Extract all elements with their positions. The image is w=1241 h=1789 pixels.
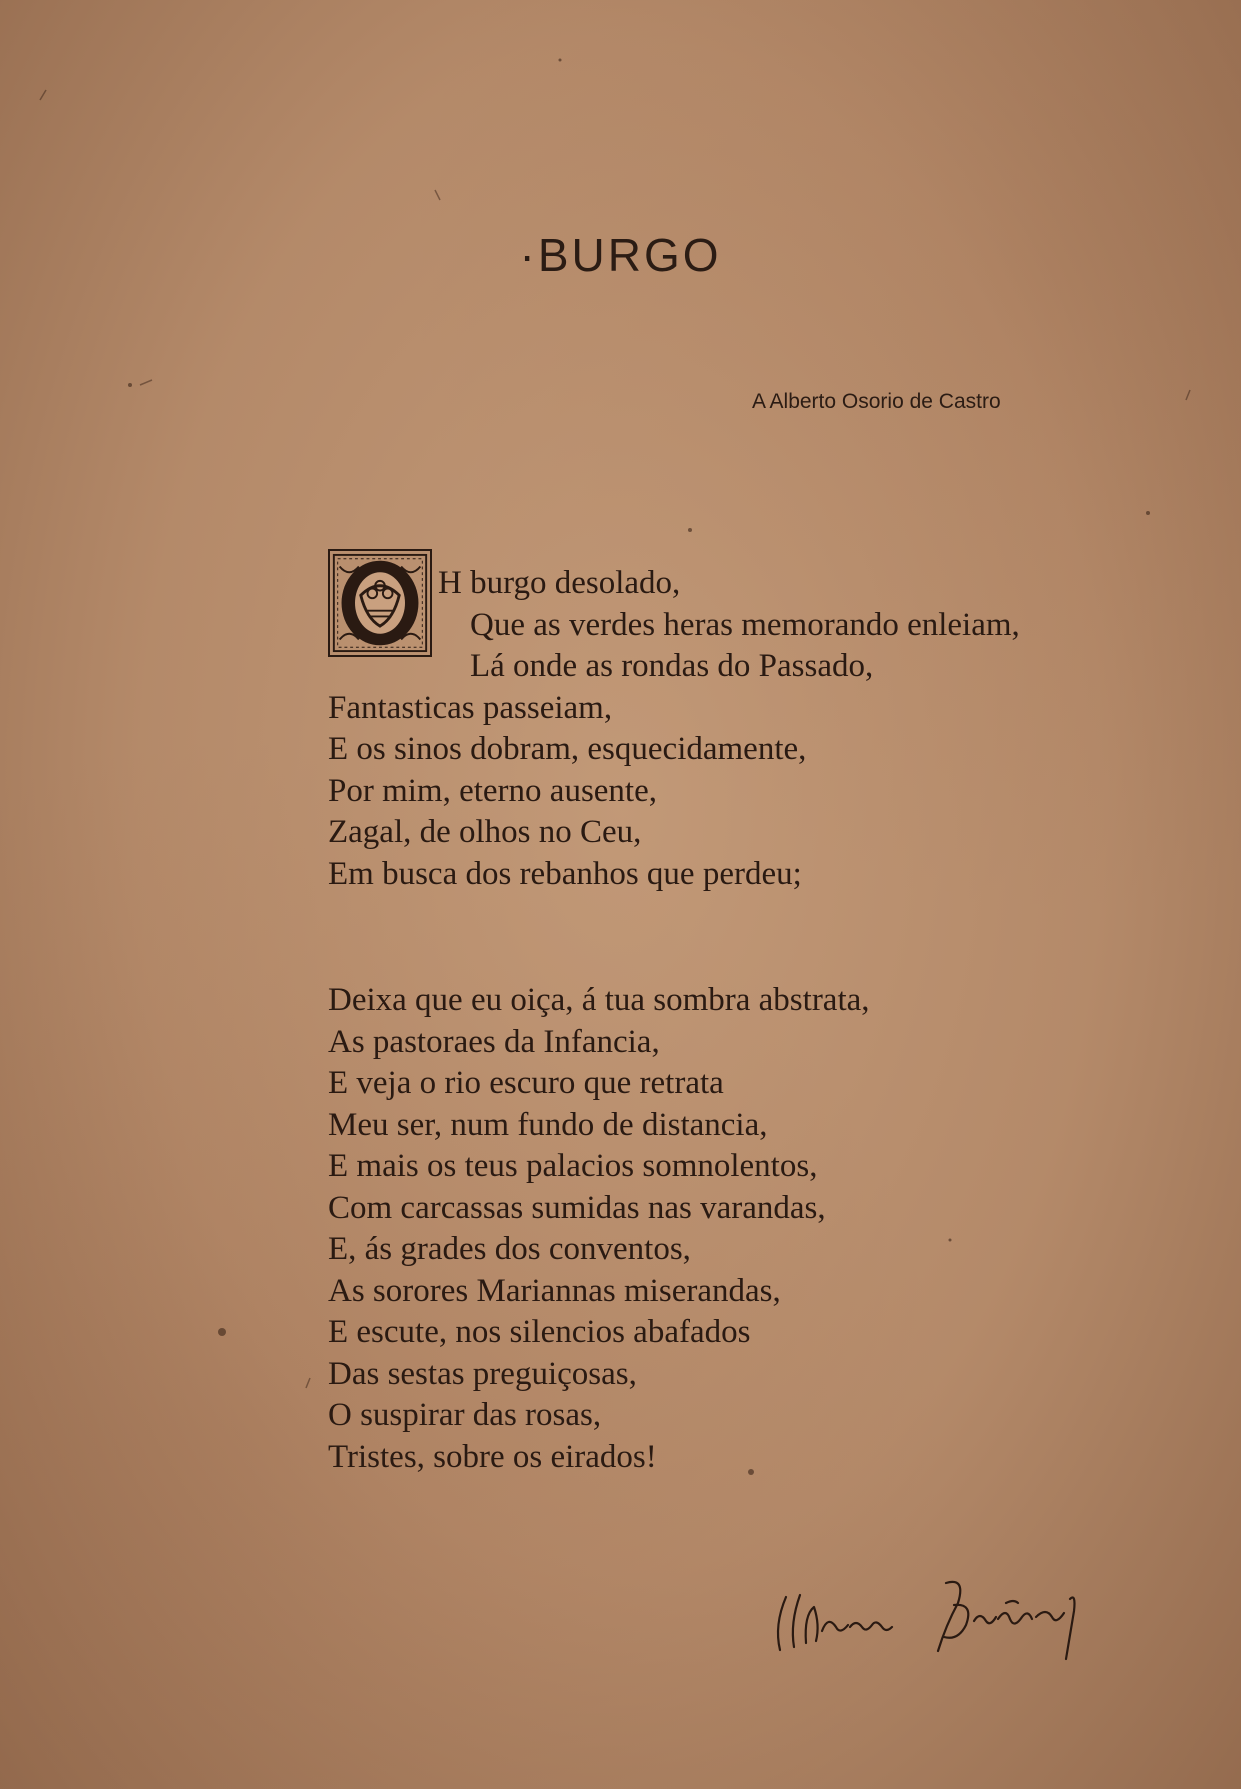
stanza-2-line: E escute, nos silencios abafados <box>328 1314 751 1350</box>
stanza-1-line: Zagal, de olhos no Ceu, <box>328 814 642 850</box>
handwritten-signature <box>770 1555 1100 1665</box>
stanza-1-line: Em busca dos rebanhos que perdeu; <box>328 855 802 892</box>
stanza-1-line: Por mim, eterno ausente, <box>328 772 658 809</box>
stanza-1 <box>328 563 1020 895</box>
stanza-2-line: Tristes, sobre os eirados! <box>328 1438 657 1475</box>
poem-title: ·BURGO <box>519 229 722 281</box>
stanza-2-line: E, ás grades dos conventos, <box>328 1231 691 1267</box>
stanza-2-line: Com carcassas sumidas nas varandas, <box>328 1189 826 1226</box>
stanza-2-line: As sorores Mariannas miserandas, <box>328 1272 781 1309</box>
stanza-2-line: Deixa que eu oiça, á tua sombra abstrata, <box>328 982 870 1018</box>
dedication: A Alberto Osorio de Castro <box>752 390 1001 413</box>
signature-icon <box>770 1555 1100 1665</box>
stanza-2-line: As pastoraes da Infancia, <box>328 1023 660 1060</box>
stanza-1-line: Lá onde as rondas do Passado, <box>470 648 874 684</box>
stanza-1-line: Fantasticas passeiam, <box>328 689 613 726</box>
stanza-1-line: E os sinos dobram, esquecidamente, <box>328 731 807 767</box>
stanza-2 <box>328 980 870 1478</box>
stanza-2-line: O suspirar das rosas, <box>328 1397 602 1433</box>
stanza-2-line: E veja o rio escuro que retrata <box>328 1065 724 1101</box>
stanza-1-line: Que as verdes heras memorando enleiam, <box>470 606 1020 643</box>
stanza-2-line: Meu ser, num fundo de distancia, <box>328 1106 768 1143</box>
stanza-1-line: H burgo desolado, <box>438 565 681 601</box>
stanza-2-line: Das sestas preguiçosas, <box>328 1355 637 1392</box>
stanza-2-line: E mais os teus palacios somnolentos, <box>328 1148 818 1184</box>
